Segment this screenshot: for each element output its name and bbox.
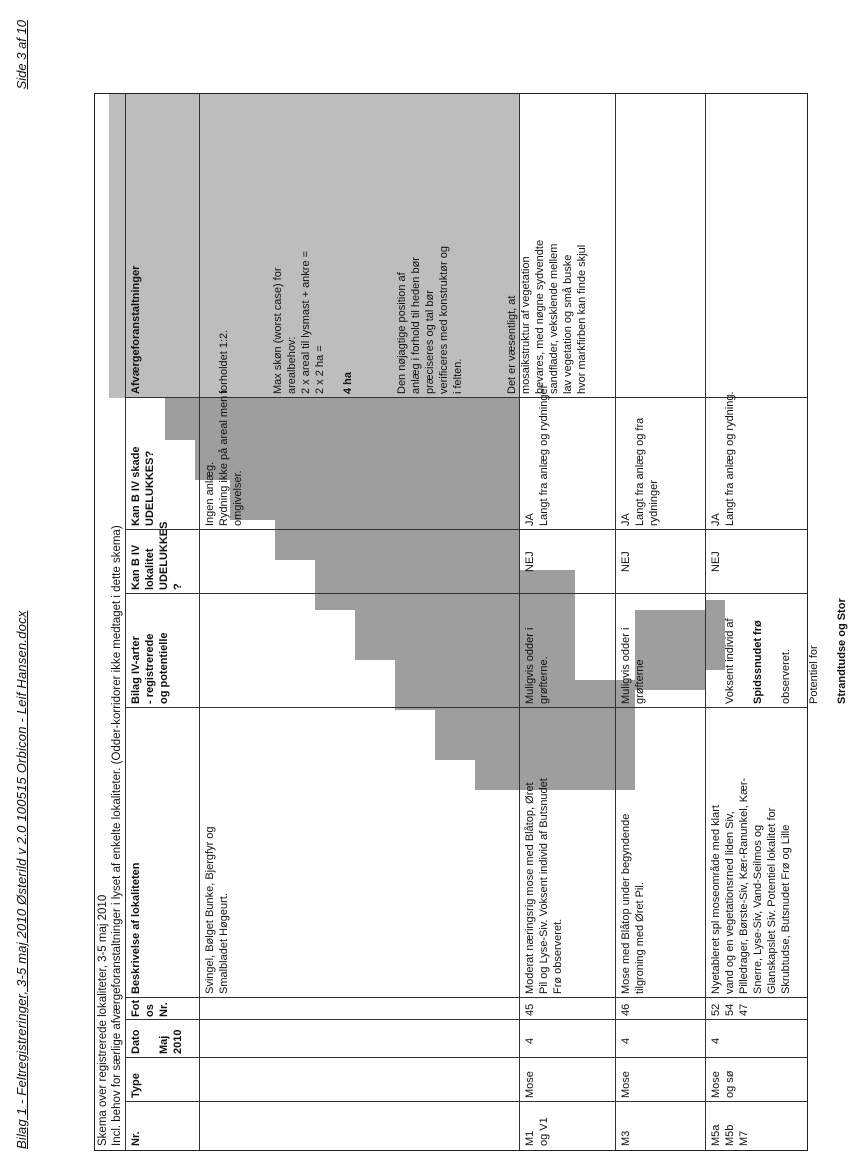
bilag-text: Voksent individ af [724, 618, 736, 704]
cell-lokalitet: NEJ [620, 551, 632, 572]
cell-bilag: Muligvis odder i grøfterne. [524, 627, 550, 704]
cell-skade: JA Langt fra anlæg og rydninger [524, 384, 550, 526]
cell-lokalitet: NEJ [710, 551, 722, 572]
cell-foto: 52 54 47 [710, 1003, 750, 1016]
cell-beskrivelse: Nyetableret spl moseområde med klart vand og en vegetationsrned liden Siv, Pilledrager, Børste-Siv, Kær-Ranunkel, Kær- Snerre, Lyse-Siv, Vand-Seilmos og Glanskapslet Siv. Potentiel lokalitet for Skrubtudse, Butsnudet Frø og Lille [710, 777, 792, 994]
afvaerge-text: 4 ha [342, 371, 354, 394]
bilag-text: observeret. Potentiel for [780, 645, 820, 704]
row-divider [615, 94, 616, 1150]
cell-bilag [709, 598, 863, 704]
row-divider [705, 94, 706, 1150]
header-bilag: Bilag IV-arter - registrerede og potentielle [130, 632, 170, 704]
cell-skade: JA Langt fra anlæg og rydning. [710, 391, 736, 526]
header-dato: Dato Maj 2010 [130, 1029, 184, 1054]
afvaerge-text: forholdet 1:2. [218, 329, 230, 394]
bilag-text: Spidssnudet frø [752, 620, 764, 704]
header-skade: Kan B IV skade UDELUKKES? [130, 446, 156, 526]
header-beskrivelse: Beskrivelse af lokaliteten [130, 862, 142, 994]
document-header-filename: Bilag 1 - Feltregistreringer, 3-5 maj 2010 Østerild v 2.0 100515 Orbicon - Leif Hansen.docx [14, 610, 29, 1149]
cell-dato: 4 [620, 1037, 632, 1044]
afvaerge-text: Det er væsentligt, at mosaikstruktur af vegetation bevares, med nøgne sydvendte sandflader, veksklende mellem lav vegetation og små buske hvor markfirben kan finde skjul [506, 239, 588, 394]
shade-block [395, 398, 435, 710]
cell-dato: 4 [710, 1037, 722, 1044]
cell-nr: M1 og V1 [524, 1117, 550, 1146]
afvaerge-text: Max skøn (worst case) for arealbehov: 2 x areal til lysmast + ankre = 2 x 2 ha = [272, 250, 326, 394]
cell-foto: 45 [524, 1003, 536, 1016]
shade-block [275, 398, 315, 560]
cell-nr: M5a M5b M7 [710, 1124, 750, 1146]
cell-skade: JA Langt fra anlæg og fra rydninger [620, 417, 660, 526]
cell-dato: 4 [524, 1037, 536, 1044]
shade-block [475, 398, 520, 790]
row-divider [199, 94, 200, 1150]
cell-type: Mose og sø [710, 1070, 736, 1098]
cell-foto: 46 [620, 1003, 632, 1016]
cell-beskrivelse: Mose med Blåtop under begyndende tilgroning med Øret Pil. [620, 813, 646, 994]
localities-table [94, 93, 848, 1151]
shade-block [165, 398, 195, 440]
header-nr: Nr. [130, 1131, 142, 1146]
cell-bilag: Muligvis odder i grøfterne [620, 627, 646, 704]
cell-beskrivelse: Svingel, Bølget Bunke, Bjergfyr og Smalbladet Høgeurt. [204, 826, 230, 994]
header-lokalitet: Kan B IV lokalitet UDELUKKES ? [130, 521, 184, 590]
cell-type: Mose [524, 1071, 536, 1098]
cell-skade: Ingen anlæg. Rydning ikke på areal men i omgivelser. [204, 390, 244, 526]
row-divider [125, 94, 126, 1150]
cell-lokalitet: NEJ [524, 551, 536, 572]
cell-type: Mose [620, 1071, 632, 1098]
cell-beskrivelse: Moderat næringsrig mose med Blåtop, Øret Pil og Lyse-Siv. Voksent individ af Butsnudet Frø observeret. [524, 778, 564, 994]
cell-afvaerge [203, 98, 603, 394]
afvaerge-text: Den nøjagtige position af anlæg i forhold til heden bør præciseres og tal bør verificeres med konstruktør og i felten. [396, 246, 464, 394]
table-subtitle: Incl. behov for særlige afværgeforanstaltninger i lyset af enkelte lokaliteter. (Odder-korridorer ikke medtaget i dette skema) [111, 525, 123, 1146]
header-afvaerge: Afværgeforanstaltninger [130, 265, 142, 394]
page-number: Side 3 af 10 [14, 20, 29, 90]
shade-block [315, 398, 355, 610]
table-title: Skema over registrerede lokaliteter, 3-5 maj 2010 [97, 894, 109, 1146]
shade-block [435, 398, 475, 760]
header-type: Type [130, 1073, 142, 1098]
header-foto: Fot os Nr. [130, 999, 170, 1017]
bilag-text: Strandtudse og Stor [836, 598, 848, 704]
cell-nr: M3 [620, 1130, 632, 1146]
